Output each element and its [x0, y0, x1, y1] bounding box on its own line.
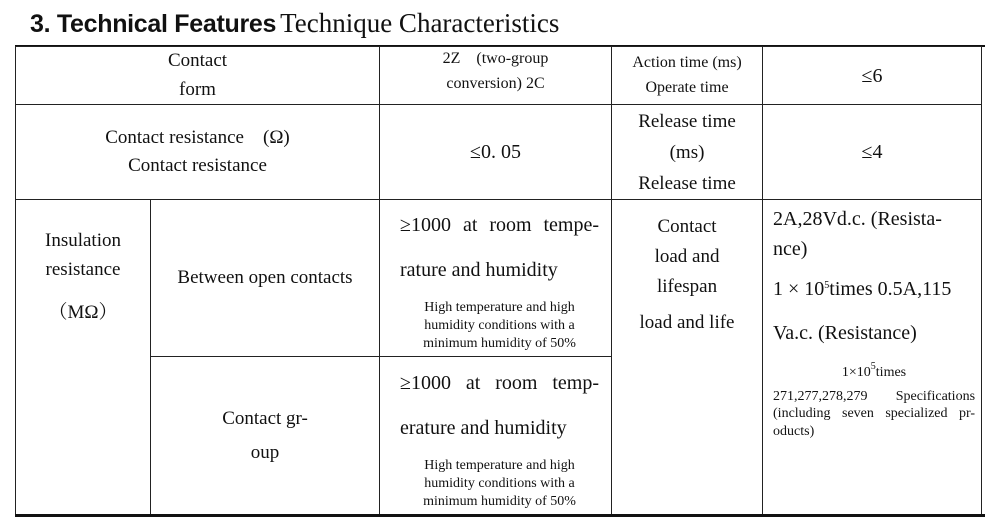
contact-resistance-value: ≤0. 05 — [470, 141, 521, 163]
load-spec-exponent: 5 — [824, 280, 830, 291]
contact-load-label-line: Contact — [657, 216, 717, 237]
contact-form-label-line: form — [179, 78, 216, 100]
load-note-base: 1×10 — [841, 365, 871, 380]
load-spec-note — [773, 361, 976, 440]
load-note-line: (including seven specialized pr- — [773, 406, 976, 421]
contact-load-label-cell — [612, 200, 763, 516]
open-contacts-condition-cell — [380, 200, 612, 357]
contact-resistance-label-line: Contact resistance — [128, 155, 267, 176]
contact-form-value-line: conversion) 2C — [446, 74, 545, 92]
table-row — [16, 47, 982, 105]
contact-form-value-cell — [380, 47, 612, 105]
insulation-label-line: Insulation — [45, 230, 121, 251]
between-open-contacts-label: Between open contacts — [177, 266, 353, 288]
contact-group-condition-cell — [380, 357, 612, 516]
table-bottom-rule — [15, 514, 985, 517]
contact-load-label-line: lifespan — [656, 276, 718, 297]
open-contacts-condition-line: rature and humidity — [400, 258, 558, 281]
release-time-label-cell — [612, 105, 763, 200]
open-contacts-condition-note — [400, 299, 599, 354]
release-time-value: ≤4 — [861, 141, 883, 163]
table-row — [16, 200, 982, 357]
load-note-line: oducts) — [773, 423, 815, 439]
contact-load-label-line: load and — [654, 246, 720, 267]
condition-note-line: minimum humidity of 50% — [423, 494, 576, 510]
section-heading — [30, 4, 559, 42]
contact-group-label-cell — [151, 357, 380, 516]
load-spec-line — [773, 270, 975, 308]
load-spec-line: nce) — [773, 238, 808, 260]
action-time-label-cell — [612, 47, 763, 105]
condition-note-line: humidity conditions with a — [424, 317, 575, 333]
between-open-contacts-label-cell — [151, 200, 380, 357]
section-heading-subtitle: Technique Characteristics — [280, 8, 560, 38]
load-spec-line: Va.c. (Resistance) — [773, 322, 917, 344]
insulation-label-line: resistance — [45, 259, 121, 280]
contact-load-value-cell — [763, 200, 982, 516]
contact-group-condition-note — [400, 457, 599, 512]
contact-form-label-cell — [16, 47, 380, 105]
load-note-line: 271,277,278,279 Specifications — [773, 388, 976, 404]
contact-group-condition-line: erature and humidity — [400, 416, 567, 439]
action-time-value: ≤6 — [861, 64, 883, 87]
condition-note-line: minimum humidity of 50% — [423, 336, 576, 352]
action-time-label-line: Action time (ms) — [632, 53, 742, 71]
load-note-exponent: 5 — [870, 361, 876, 372]
load-note-tail: times — [875, 365, 907, 380]
condition-note-line: humidity conditions with a — [424, 475, 575, 491]
technical-features-table — [15, 46, 982, 516]
release-time-label-line: Release time — [638, 172, 736, 194]
load-spec-line: 2A,28Vd.c. (Resista- — [773, 208, 942, 230]
contact-resistance-value-cell — [380, 105, 612, 200]
contact-resistance-label-cell — [16, 105, 380, 200]
insulation-resistance-label-cell — [16, 200, 151, 516]
load-note-line — [773, 361, 975, 382]
release-time-label-line: (ms) — [669, 141, 705, 163]
load-spec-base: 1 × 10 — [773, 278, 825, 300]
load-spec-tail: times 0.5A,115 — [829, 278, 952, 300]
insulation-unit: （MΩ） — [48, 302, 118, 323]
release-time-label-line: Release time — [638, 110, 736, 132]
condition-note-line: High temperature and high — [424, 299, 575, 315]
condition-note-line: High temperature and high — [424, 457, 575, 473]
contact-form-value-line: 2Z (two-group — [442, 50, 549, 67]
contact-form-label-line: Contact — [167, 50, 228, 71]
table-row — [16, 105, 982, 200]
section-heading-number-title: 3. Technical Features — [30, 10, 277, 38]
contact-group-label-line: oup — [250, 442, 280, 463]
contact-group-label-line: Contact gr- — [222, 408, 308, 429]
action-time-value-cell — [763, 47, 982, 105]
open-contacts-condition-line: ≥1000 at room tempe- — [400, 213, 600, 236]
contact-resistance-label-line: Contact resistance (Ω) — [105, 126, 290, 148]
action-time-label-line: Operate time — [645, 78, 729, 96]
release-time-value-cell — [763, 105, 982, 200]
contact-group-condition-line: ≥1000 at room temp- — [400, 371, 600, 394]
contact-load-label-line: load and life — [639, 312, 735, 333]
